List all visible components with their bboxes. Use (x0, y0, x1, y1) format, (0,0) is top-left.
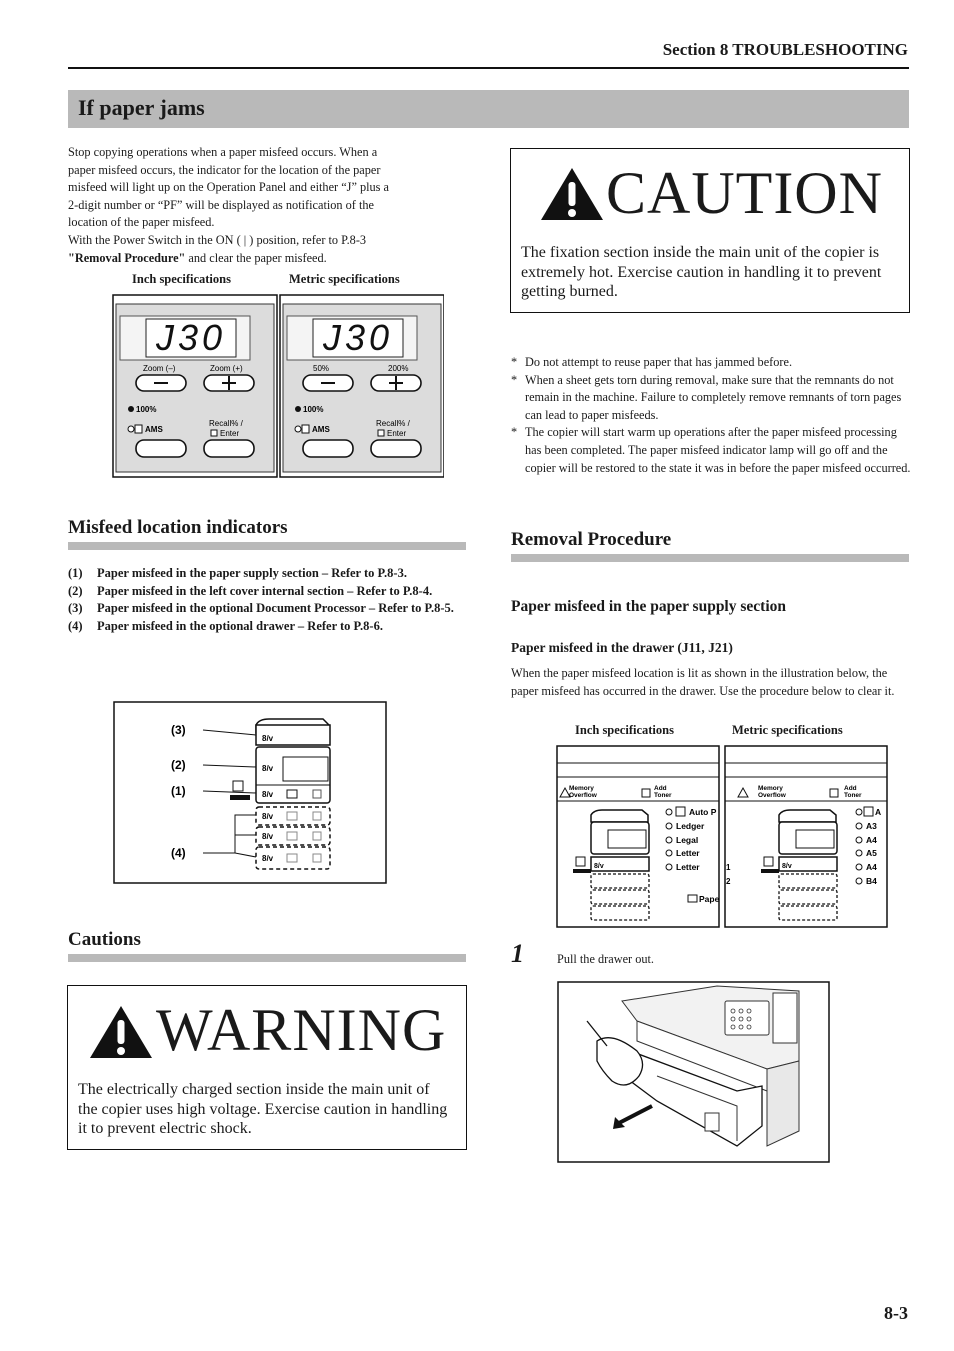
metric-50-label: 50% (313, 364, 330, 373)
metric-recall-label: Recall% / (376, 419, 410, 428)
inch-add-label: Add (654, 785, 667, 792)
intro-line: location of the paper misfeed. (68, 215, 215, 230)
metric-drawer-2: 2 (726, 877, 731, 886)
metric-size-a4: A4 (866, 835, 877, 845)
intro-line: Stop copying operations when a paper misfeed occurs. When a (68, 145, 378, 159)
svg-text:8/v: 8/v (782, 863, 792, 870)
intro-line: paper misfeed occurs, the indicator for the location of the paper (68, 162, 381, 177)
metric-display-code: J30 (322, 317, 394, 358)
metric-spec-label: Metric specifications (289, 272, 400, 286)
removal-procedure-ref: "Removal Procedure" (68, 250, 186, 265)
misfeed-list (68, 565, 468, 635)
intro-tail: and clear the paper misfeed. (185, 250, 327, 265)
warning-text: The electrically charged section inside the main unit of the copier uses high voltage. Exercise caution in handling it to prevent electric shock. (78, 1081, 448, 1138)
inch-size-auto: Auto P (689, 807, 717, 817)
drawer-subheading: Paper misfeed in the drawer (J11, J21) (511, 640, 733, 655)
step-number: 1 (511, 939, 524, 968)
intro-line: 2-digit number or “PF” will be displayed as notification of the (68, 197, 374, 212)
paper-supply-subheading: Paper misfeed in the paper supply section (511, 598, 786, 615)
removal-rule (511, 554, 909, 562)
pull-drawer-illustration (557, 981, 830, 1164)
caution-text: The fixation section inside the main unit of the copier is extremely hot. Exercise caution in handling it to prevent getting burned. (521, 244, 882, 301)
inch-display-code: J30 (155, 317, 227, 358)
drawer-inch-panel (557, 746, 720, 927)
title-bar (68, 90, 909, 128)
metric-memory-label: Memory (758, 785, 783, 792)
metric-toner-label: Toner (844, 792, 862, 799)
note-item: * The copier will start warm up operations after the paper misfeed processing has been completed. The paper misfeed indicator lamp will go off and the copier will be restored to the state it was in before the paper misfeed occurred. (511, 425, 911, 475)
intro-paragraph (68, 144, 488, 267)
inch-spec-label: Inch specifications (132, 272, 231, 286)
misfeed-item: (1) Paper misfeed in the paper supply section – Refer to P.8-3. (68, 566, 407, 580)
inch-ams-button (136, 440, 186, 457)
inch-enter-label: Enter (220, 429, 240, 438)
note-item: * When a sheet gets torn during removal, make sure that the remnants do not remain in the machine. Failure to completely remove remnants of torn pages can lead to paper misfeeds. (511, 372, 902, 422)
misfeed-heading: Misfeed location indicators (68, 517, 288, 538)
inch-panel (113, 295, 277, 477)
inch-size-ledger: Ledger (676, 821, 705, 831)
note-item: * Do not attempt to reuse paper that has jammed before. (511, 355, 793, 369)
intro-line-last (68, 250, 488, 268)
warning-heading: WARNING (156, 997, 447, 1063)
label-3: (3) (171, 723, 186, 737)
svg-text:8/v: 8/v (262, 734, 274, 743)
section-header: Section 8 TROUBLESHOOTING (662, 40, 908, 59)
misfeed-item: (4) Paper misfeed in the optional drawer – Refer to P.8-6. (68, 618, 383, 633)
inch-overflow-label: Overflow (569, 792, 597, 799)
inch-toner-label: Toner (654, 792, 672, 799)
misfeed-location-diagram (113, 701, 387, 884)
svg-text:8/v: 8/v (262, 832, 274, 841)
cautions-rule (68, 954, 466, 962)
warning-triangle-icon (88, 1004, 154, 1060)
operation-panel-figure (112, 294, 444, 478)
inch-100-label: 100% (136, 405, 157, 414)
misfeed-rule (68, 542, 466, 550)
removal-heading: Removal Procedure (511, 529, 672, 550)
misfeed-item: (3) Paper misfeed in the optional Document Processor – Refer to P.8-5. (68, 601, 454, 616)
caution-heading: CAUTION (606, 160, 883, 226)
metric-size-a3: A3 (866, 821, 877, 831)
drawer-indicator-figure (556, 745, 888, 928)
inch-memory-label: Memory (569, 785, 594, 792)
inch-paper-label: Pape (699, 894, 720, 904)
metric-100-label: 100% (303, 405, 324, 414)
inch-recall-label: Recall% / (209, 419, 243, 428)
inch-size-letter-r: Letter (676, 862, 700, 872)
drawer-metric-panel (725, 746, 887, 927)
svg-text:8/v: 8/v (262, 790, 274, 799)
svg-text:8/v: 8/v (262, 854, 274, 863)
step-text: Pull the drawer out. (557, 952, 654, 966)
cautions-heading: Cautions (68, 929, 141, 950)
inch-size-letter: Letter (676, 848, 700, 858)
label-4: (4) (171, 846, 186, 860)
drawer-metric-spec-label: Metric specifications (732, 723, 843, 737)
intro-line: With the Power Switch in the ON ( | ) position, refer to P.8-3 (68, 232, 367, 247)
label-2: (2) (171, 758, 186, 772)
inch-size-legal: Legal (676, 835, 699, 845)
intro-line: misfeed will light up on the Operation Panel and either “J” plus a (68, 180, 390, 195)
drawer-paragraph: When the paper misfeed location is lit as shown in the illustration below, the paper misfeed has occurred in the drawer. Use the procedure below to clear it. (511, 666, 895, 698)
metric-add-label: Add (844, 785, 857, 792)
notes-list (511, 354, 911, 477)
inch-enter-button (204, 440, 254, 457)
caution-box (510, 148, 910, 313)
drawer-inch-spec-label: Inch specifications (575, 723, 674, 737)
svg-text:8/v: 8/v (262, 764, 274, 773)
metric-overflow-label: Overflow (758, 792, 786, 799)
metric-drawer-1: 1 (726, 863, 731, 872)
caution-triangle-icon (539, 166, 605, 222)
metric-enter-button (371, 440, 421, 457)
svg-text:8/v: 8/v (594, 863, 604, 870)
svg-text:8/v: 8/v (262, 812, 274, 821)
header-rule (68, 67, 909, 69)
metric-size-b4: B4 (866, 876, 877, 886)
page-title: If paper jams (78, 95, 205, 120)
misfeed-item: (2) Paper misfeed in the left cover internal section – Refer to P.8-4. (68, 583, 433, 598)
inch-zoom-plus-label: Zoom (+) (210, 364, 243, 373)
label-1: (1) (171, 784, 186, 798)
metric-size-a4r: A4 (866, 862, 877, 872)
metric-ams-label: AMS (312, 425, 330, 434)
inch-ams-label: AMS (145, 425, 163, 434)
metric-panel (280, 295, 444, 477)
warning-box (67, 985, 467, 1150)
metric-200-label: 200% (388, 364, 409, 373)
page-number: 8-3 (884, 1303, 908, 1323)
metric-size-a: A (875, 807, 882, 817)
inch-zoom-minus-label: Zoom (–) (143, 364, 176, 373)
metric-size-a5: A5 (866, 848, 877, 858)
metric-ams-button (303, 440, 353, 457)
metric-enter-label: Enter (387, 429, 407, 438)
